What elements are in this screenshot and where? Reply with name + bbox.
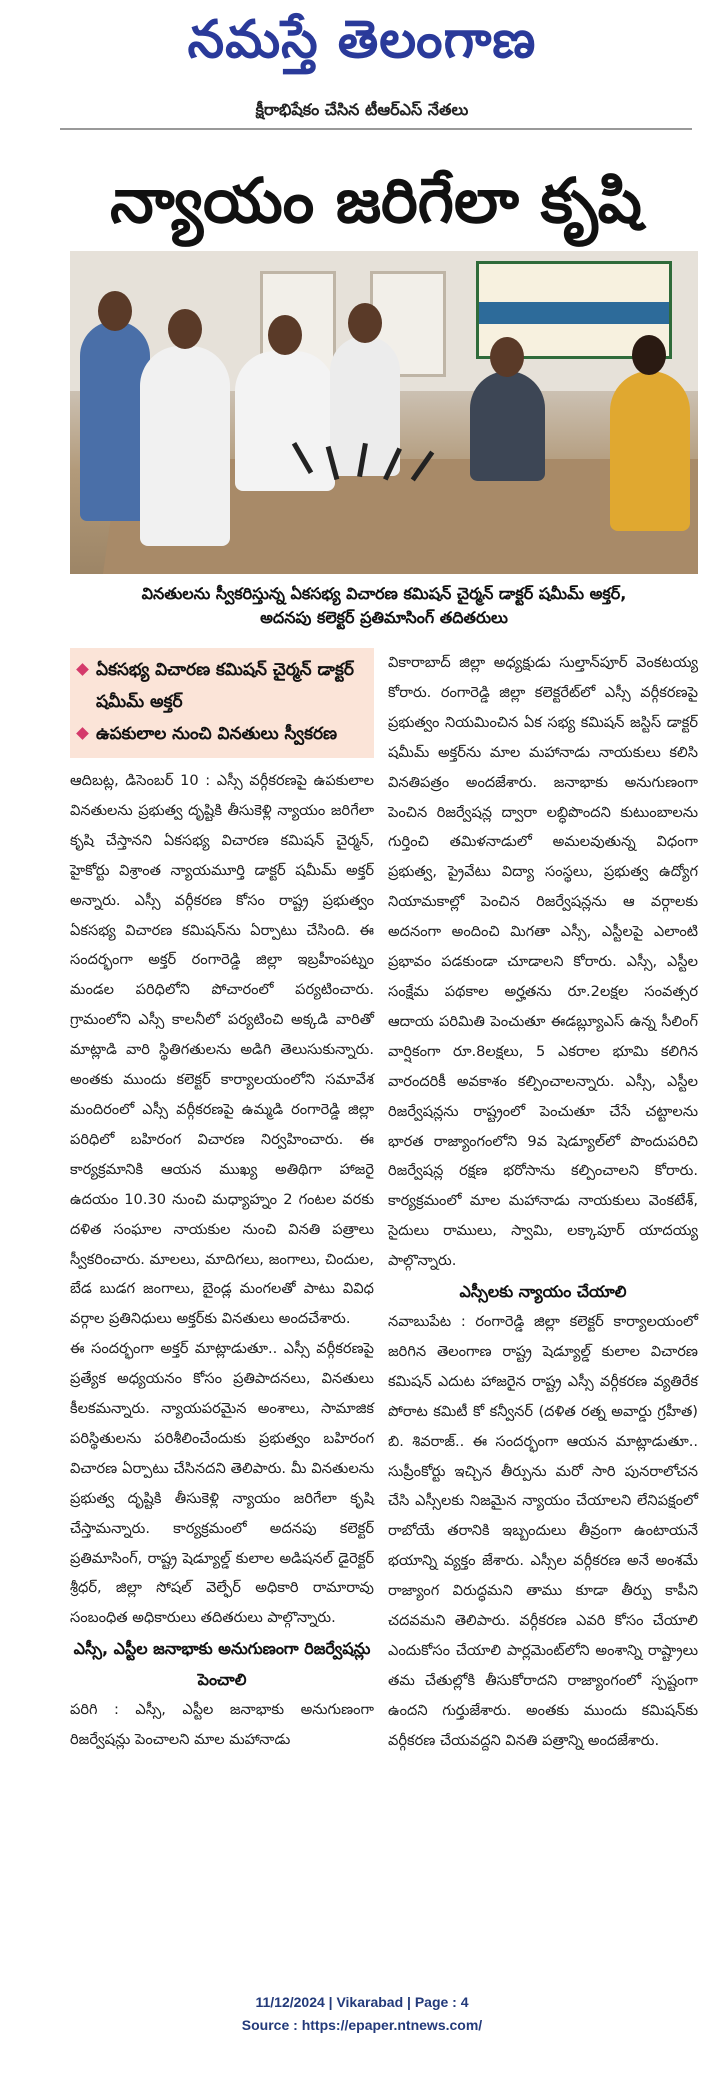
- right-column: [388, 648, 698, 1756]
- article-paragraph: పరిగి : ఎస్సీ, ఎస్టీల జనాభాకు అనుగుణంగా రిజర్వేషన్లు పెంచాలని మాల మహానాడు: [70, 1701, 374, 1749]
- pull-quote-text: ఏకసభ్య విచారణ కమిషన్ చైర్మన్ డాక్టర్ షమీమ్ అక్తర్: [96, 660, 354, 712]
- diamond-bullet-icon: [76, 727, 89, 740]
- footer-date-edition: 11/12/2024 | Vikarabad | Page : 4: [255, 1994, 469, 2010]
- photo-person: [140, 346, 230, 546]
- article-paragraph: ఆదిబట్ల, డిసెంబర్ 10 : ఎస్సీ వర్గీకరణపై ఉపకులాల వినతులను ప్రభుత్వ దృష్టికి తీసుకెళ్లి న్యాయం జరిగేలా కృషి చేస్తానని ఏకసభ్య విచారణ కమిషన్ చైర్మన్, హైకోర్టు విశ్రాంత న్యాయమూర్తి డాక్టర్ షమీమ్ అక్తర్ అన్నారు. ఎస్సీ వర్గీకరణ కోసం రాష్ట్ర ప్రభుత్వం ఏకసభ్య విచారణ కమిషన్‌ను ఏర్పాటు చేసింది. ఈ సందర్భంగా అక్తర్ రంగారెడ్డి జిల్లా ఇబ్రహీంపట్నం మండల పరిధిలోని పోచారంలో పర్యటించారు. గ్రామంలోని ఎస్సీ కాలనీలో పర్యటించి అక్కడి వారితో మాట్లాడి వారి స్థితిగతులను అడిగి తెలుసుకున్నారు. అంతకు ముందు కలెక్టర్ కార్యాలయంలోని సమావేశ మందిరంలో ఎస్సీ వర్గీకరణపై ఉమ్మడి రంగారెడ్డి జిల్లా పరిధిలో బహిరంగ విచారణ నిర్వహించారు. ఈ కార్యక్రమానికి ఆయన ముఖ్య అతిథిగా హాజరై ఉదయం 10.30 నుంచి మధ్యాహ్నం 2 గంటల వరకు దళిత సంఘాల నాయకుల నుంచి వినతి పత్రాలు స్వీకరించారు. మాలలు, మాదిగలు, జంగాలు, చిందుల, బేడ బుడగ జంగాలు, బైండ్ల మంగలతో పాటు వివిధ వర్గాల ప్రతినిధులు అక్తర్‌కు వినతులు అందచేశారు.: [70, 772, 374, 1328]
- article-paragraph: నవాబుపేట : రంగారెడ్డి జిల్లా కలెక్టర్ కార్యాలయంలో జరిగిన తెలంగాణ రాష్ట్ర షెడ్యూల్డ్ కులాల విచారణ కమిషన్ ఎదుట హాజరైన రాష్ట్ర ఎస్సీ వర్గీకరణ వ్యతిరేక పోరాట కమిటీ కో కన్వీనర్ (దళిత రత్న అవార్డు గ్రహీత) బి. శివరాజ్.. ఈ సందర్భంగా ఆయన మాట్లాడుతూ.. సుప్రీంకోర్టు ఇచ్చిన తీర్పును మరో సారి పునరాలోచన చేసి ఎస్సీలకు నిజమైన న్యాయం చేయాలని లేనిపక్షంలో రాబోయే తరానికి ఇబ్బందులు తీవ్రంగా ఉంటాయనే భయాన్ని వ్యక్తం జేశారు. ఎస్సీల వర్గీకరణ అనే అంశమే రాజ్యాంగ విరుద్ధమని తాము కూడా తీర్పు కాపీని చదవమని తెలిపారు. వర్గీకరణ ఎవరి కోసం చేయాలి ఎందుకోసం చేయాలి పార్లమెంట్‌లోని అంశాన్ని రాష్ట్రాలు తమ చేతుల్లోకి తీసుకోరాదని రాజ్యాంగంలో స్పష్టంగా ఉందని గుర్తుజేశారు. అంతకు ముందు కమిషన్‌కు వర్గీకరణ చేయవద్దని వినతి పత్రాన్ని అందజేశారు.: [388, 1313, 698, 1749]
- article-paragraph: ఈ సందర్భంగా అక్తర్ మాట్లాడుతూ.. ఎస్సీ వర్గీకరణపై ప్రత్యేక అధ్యయనం కోసం ప్రతిపాదనలు, వినతులు కీలకమన్నారు. న్యాయపరమైన అంశాలు, సామాజిక పరిస్థితులను పరిశీలించేందుకు ప్రభుత్వం బహిరంగ విచారణ ఏర్పాటు చేసినదని తెలిపారు. మీ వినతులను ప్రభుత్వ దృష్టికి తీసుకెళ్లి న్యాయం జరిగేలా కృషి చేస్తామన్నారు. కార్యక్రమంలో అదనపు కలెక్టర్ ప్రతిమాసింగ్, రాష్ట్ర షెడ్యూల్డ్ కులాల అడిషనల్ డైరెక్టర్ శ్రీధర్, జిల్లా సోషల్ వెల్ఫేర్ అధికారి రామారావు సంబంధిత అధికారులు తదితరులు పాల్గొన్నారు.: [70, 1340, 374, 1627]
- article-paragraph: వికారాబాద్ జిల్లా అధ్యక్షుడు సుల్తాన్‌పూర్ వెంకటయ్య కోరారు. రంగారెడ్డి జిల్లా కలెక్టరేట్‌లో ఎస్సీ వర్గీకరణపై ప్రభుత్వం నియమించిన ఏక సభ్య కమిషన్ జస్టిస్ డాక్టర్ షమీమ్ అక్తర్‌ను మాల మహానాడు నాయకులు కలిసి వినతిపత్రం అందజేశారు. జనాభాకు అనుగుణంగా పెంచిన రిజర్వేషన్ల ద్వారా లబ్ధిపొందని కుటుంబాలను గుర్తించి తమిళనాడులో అమలవుతున్న విధంగా ప్రభుత్వ, ప్రైవేటు విద్యా సంస్థలు, ప్రభుత్వ ఉద్యోగ నియామకాల్లో పెంచిన రిజర్వేషన్లను ఆ వర్గాలకు అదనంగా అందించి మిగతా ఎస్సీ, ఎస్టీలపై ఎలాంటి ప్రభావం పడకుండా చూడాలని కోరారు. ఎస్సీ, ఎస్టీల సంక్షేమ పథకాల అర్హతను రూ.2లక్షల సంవత్సర ఆదాయ పరిమితి పెంచుతూ ఈడబ్ల్యూఎస్ ఉన్న సీలింగ్ వార్షికంగా రూ.8లక్షలు, 5 ఎకరాల భూమి కలిగిన వారందరికీ అవకాశం కల్పించాలన్నారు. ఎస్సీ, ఎస్టీల రిజర్వేషన్లను రాష్ట్రంలో పెంచుతూ చేసే చట్టాలను భారత రాజ్యాంగంలోని 9వ షెడ్యూల్‌లో పొందుపరిచి రిజర్వేషన్ల రక్షణ భరోసాను కల్పించాలని కోరారు. కార్యక్రమంలో మాల మహానాడు నాయకులు వెంకటేశ్, సైదులు రాములు, స్వామి, లక్కాపూర్ యాదయ్య పాల్గొన్నారు.: [388, 654, 698, 1270]
- photo-person-head: [168, 309, 202, 349]
- photo-person: [235, 351, 335, 491]
- photo-person-head: [268, 315, 302, 355]
- photo-caption: [70, 582, 698, 630]
- photo-caption-line-2: అదనపు కలెక్టర్ ప్రతిమాసింగ్ తదితరులు: [260, 608, 508, 627]
- top-divider: [60, 128, 692, 130]
- newspaper-masthead: నమస్తే తెలంగాణ: [187, 9, 537, 70]
- diamond-bullet-icon: [76, 663, 89, 676]
- pull-quote-text: ఉపకులాల నుంచి వినతులు స్వీకరణ: [96, 724, 338, 744]
- pull-quote-item: [78, 718, 366, 750]
- photo-person-head: [490, 337, 524, 377]
- kicker-line: క్షీరాభిషేకం చేసిన టీఆర్‌ఎస్ నేతలు: [255, 100, 469, 119]
- photo-person-head: [98, 291, 132, 331]
- pull-quote-item: [78, 654, 366, 718]
- section-subhead: ఎస్సీ, ఎస్టీల జనాభాకు అనుగుణంగా రిజర్వేషన్లు పెంచాలి: [73, 1639, 371, 1690]
- photo-person: [610, 371, 690, 531]
- photo-person-head: [348, 303, 382, 343]
- pull-quote-box: [70, 648, 374, 758]
- photo-person-head: [632, 335, 666, 375]
- left-column: [70, 648, 374, 1755]
- news-photo: [70, 251, 698, 574]
- photo-person: [470, 371, 545, 481]
- article-headline: న్యాయం జరిగేలా కృషి: [110, 164, 642, 237]
- section-subhead: ఎస్సీలకు న్యాయం చేయాలి: [459, 1282, 627, 1302]
- photo-caption-line-1: వినతులను స్వీకరిస్తున్న ఏకసభ్య విచారణ కమిషన్ చైర్మన్ డాక్టర్ షమీమ్ అక్తర్,: [141, 584, 627, 603]
- footer-source-link[interactable]: Source : https://epaper.ntnews.com/: [241, 2017, 483, 2033]
